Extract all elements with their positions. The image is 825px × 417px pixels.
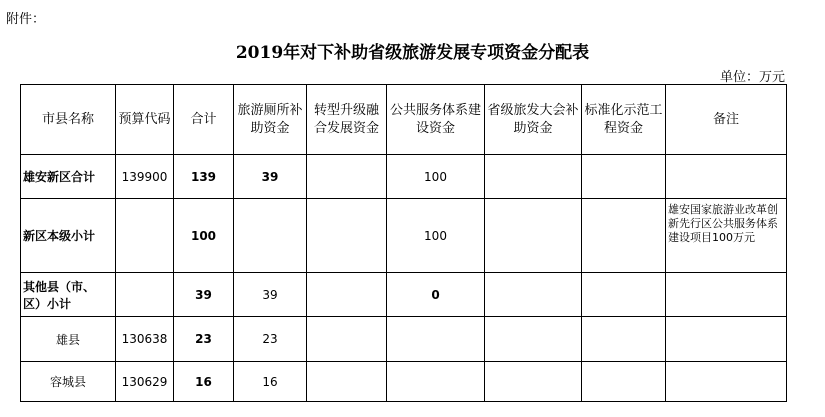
row-toilet: 39	[234, 155, 307, 199]
header-cell: 省级旅发大会补助资金	[485, 85, 582, 155]
header-cell: 转型升级融合发展资金	[307, 85, 387, 155]
row-upgrade	[307, 155, 387, 199]
row-note	[666, 362, 787, 402]
attachment-label: 附件：	[6, 12, 46, 27]
row-name: 雄县	[21, 317, 116, 362]
row-total: 16	[174, 362, 234, 402]
row-upgrade	[307, 199, 387, 273]
table-row	[21, 317, 787, 362]
row-note	[666, 317, 787, 362]
header-cell: 市县名称	[21, 85, 116, 155]
unit-label: 单位：万元	[719, 70, 785, 85]
row-note	[666, 273, 787, 317]
row-standard	[582, 317, 666, 362]
row-standard	[582, 155, 666, 199]
allocation-table	[20, 84, 787, 402]
row-public-service	[387, 362, 485, 402]
row-total: 23	[174, 317, 234, 362]
row-public-service	[387, 317, 485, 362]
row-conference	[485, 317, 582, 362]
row-code: 130629	[116, 362, 174, 402]
header-cell: 预算代码	[116, 85, 174, 155]
row-public-service: 0	[387, 273, 485, 317]
row-code	[116, 273, 174, 317]
row-name: 其他县（市、区）小计	[21, 273, 116, 317]
row-note	[666, 155, 787, 199]
row-upgrade	[307, 362, 387, 402]
table-row	[21, 362, 787, 402]
row-toilet: 23	[234, 317, 307, 362]
header-cell: 备注	[666, 85, 787, 155]
row-total: 100	[174, 199, 234, 273]
row-code	[116, 199, 174, 273]
header-cell: 合计	[174, 85, 234, 155]
row-conference	[485, 155, 582, 199]
row-upgrade	[307, 317, 387, 362]
row-standard	[582, 199, 666, 273]
table-row	[21, 155, 787, 199]
row-name: 雄安新区合计	[21, 155, 116, 199]
row-conference	[485, 199, 582, 273]
row-standard	[582, 362, 666, 402]
row-toilet: 39	[234, 273, 307, 317]
document-title: 2019年对下补助省级旅游发展专项资金分配表	[235, 43, 590, 63]
row-total: 39	[174, 273, 234, 317]
header-cell: 旅游厕所补助资金	[234, 85, 307, 155]
header-cell: 标准化示范工程资金	[582, 85, 666, 155]
row-total: 139	[174, 155, 234, 199]
row-toilet	[234, 199, 307, 273]
row-name: 容城县	[21, 362, 116, 402]
row-name: 新区本级小计	[21, 199, 116, 273]
row-conference	[485, 273, 582, 317]
header-row	[21, 85, 787, 155]
row-public-service: 100	[387, 199, 485, 273]
row-upgrade	[307, 273, 387, 317]
row-code: 130638	[116, 317, 174, 362]
row-standard	[582, 273, 666, 317]
row-public-service: 100	[387, 155, 485, 199]
row-conference	[485, 362, 582, 402]
row-note: 雄安国家旅游业改革创新先行区公共服务体系建设项目100万元	[666, 199, 787, 273]
table-row	[21, 273, 787, 317]
header-cell: 公共服务体系建设资金	[387, 85, 485, 155]
table-row	[21, 199, 787, 273]
row-code: 139900	[116, 155, 174, 199]
row-toilet: 16	[234, 362, 307, 402]
